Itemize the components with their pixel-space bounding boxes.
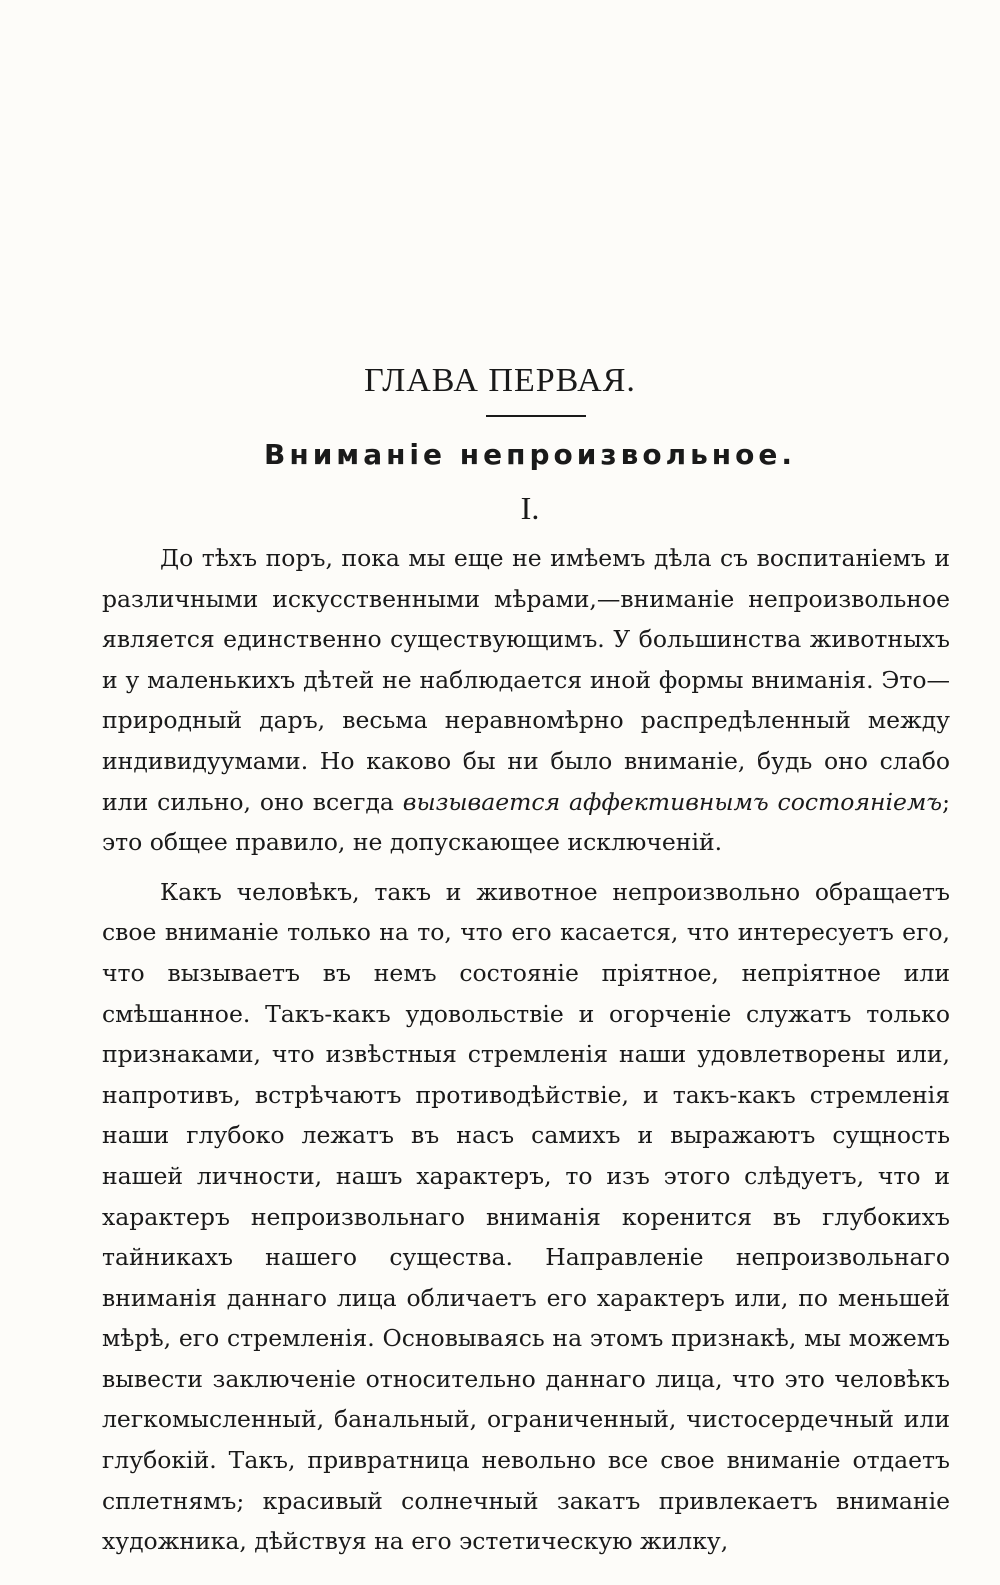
paragraph-1 — [102, 538, 950, 863]
paragraph-1-text: До тѣхъ поръ, пока мы еще не имѣемъ дѣла съ воспитаніемъ и различными искусственными мѣрами,—вниманіе непроизвольное является единственно существующимъ. У большинства животныхъ и у маленькихъ дѣтей не наблюдается иной формы вниманія. Это—природный даръ, весьма неравномѣрно распредѣленный между индивидуумами. Но каково бы ни было вниманіе, будь оно слабо или сильно, оно всегда — [102, 544, 950, 816]
title-divider-rule — [486, 415, 586, 417]
body-text — [102, 538, 950, 1571]
section-title: Вниманіе непроизвольное. — [264, 438, 796, 471]
paragraph-1-text-end: ; это общее правило, не допускающее исключеній. — [102, 787, 950, 857]
chapter-title: ГЛАВА ПЕРВАЯ. — [364, 362, 636, 399]
paragraph-1-emphasis: вызывается аффективнымъ состояніемъ — [402, 787, 943, 816]
section-number: I. — [520, 490, 540, 526]
paragraph-2: Какъ человѣкъ, такъ и животное непроизвольно обращаетъ свое вниманіе только на то, что его касается, что интересуетъ его, что вызываетъ въ немъ состояніе пріятное, непріятное или смѣшанное. Такъ-какъ удовольствіе и огорченіе служатъ только признаками, что извѣстныя стремленія наши удовлетворены или, напротивъ, встрѣчаютъ противодѣйствіе, и такъ-какъ стремленія наши глубоко лежатъ въ насъ самихъ и выражаютъ сущность нашей личности, нашъ характеръ, то изъ этого слѣдуетъ, что и характеръ непроизвольнаго вниманія коренится въ глубокихъ тайникахъ нашего существа. Направленіе непроизвольнаго вниманія даннаго лица обличаетъ его характеръ или, по меньшей мѣрѣ, его стремленія. Основываясь на этомъ признакѣ, мы можемъ вывести заключеніе относительно даннаго лица, что это человѣкъ легкомысленный, банальный, ограниченный, чистосердечный или глубокій. Такъ, привратница невольно все свое вниманіе отдаетъ сплетнямъ; красивый солнечный закатъ привлекаетъ вниманіе художника, дѣйствуя на его эстетическую жилку, — [102, 877, 950, 1556]
